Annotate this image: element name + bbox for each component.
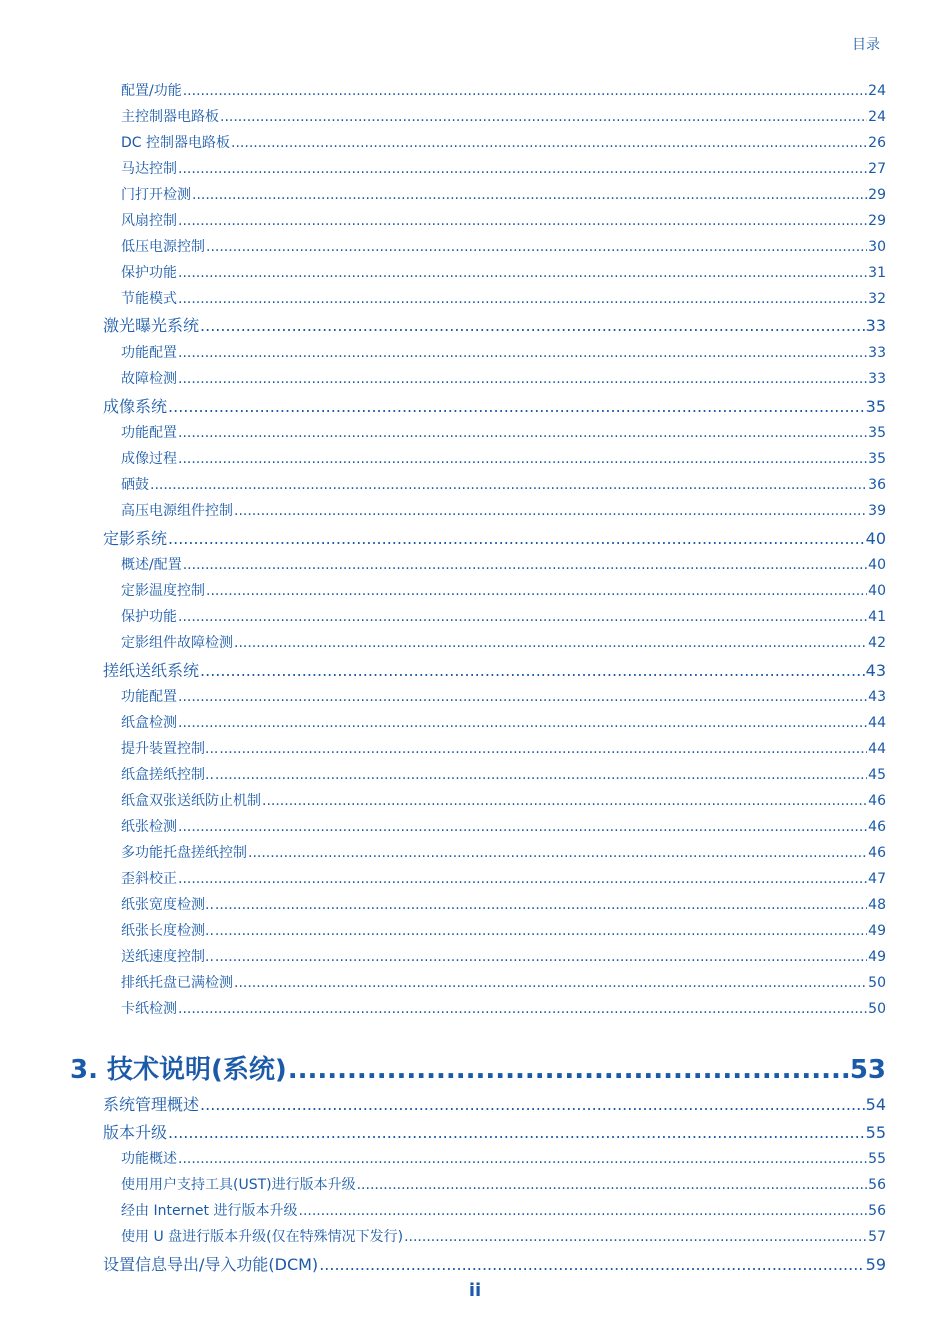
- toc-entry[interactable]: [121, 998, 886, 1018]
- toc-entry[interactable]: [121, 1200, 886, 1220]
- toc-leader-dots: [215, 923, 867, 939]
- toc-entry-page: 35: [865, 397, 886, 416]
- toc-entry-title: 门打开检测: [121, 187, 191, 203]
- toc-leader-dots: [215, 949, 867, 965]
- toc-leader-dots: [234, 635, 867, 651]
- toc-entry-page: 24: [868, 109, 886, 125]
- toc-entry-page: 39: [868, 503, 886, 519]
- toc-entry[interactable]: [121, 1148, 886, 1168]
- toc-leader-dots: [299, 1203, 868, 1219]
- toc-leader-dots: [183, 83, 867, 99]
- toc-entry-page: 33: [868, 371, 886, 387]
- toc-leader-dots: [183, 557, 867, 573]
- toc-entry-title: 激光曝光系统: [103, 316, 200, 335]
- toc-entry-page: 24: [868, 83, 886, 99]
- toc-entry-page: 49: [868, 949, 886, 965]
- toc-entry[interactable]: [121, 632, 886, 652]
- toc-leader-dots: [200, 1095, 865, 1114]
- toc-entry[interactable]: [103, 526, 886, 549]
- toc-entry-title: 定影系统: [103, 529, 168, 548]
- toc-leader-dots: [178, 425, 867, 441]
- toc-entry-page: 49: [868, 923, 886, 939]
- toc-leader-dots: [248, 845, 867, 861]
- toc-entry[interactable]: [121, 132, 886, 152]
- toc-entry[interactable]: [121, 184, 886, 204]
- toc-entry[interactable]: [121, 1174, 886, 1194]
- toc-entry-title: 经由 Internet 进行版本升级: [121, 1203, 298, 1219]
- toc-entry[interactable]: [121, 606, 886, 626]
- toc-entry-title: 歪斜校正: [121, 871, 177, 887]
- toc-entry[interactable]: [121, 368, 886, 388]
- toc-entry-page: 43: [868, 689, 886, 705]
- toc-entry[interactable]: [103, 1092, 886, 1115]
- toc-entry-title: 概述/配置: [121, 557, 182, 573]
- toc-leader-dots: [200, 316, 865, 335]
- toc-leader-dots: [178, 345, 867, 361]
- toc-entry[interactable]: [70, 1049, 886, 1086]
- toc-leader-dots: [178, 291, 867, 307]
- toc-entry-title: 保护功能: [121, 609, 177, 625]
- toc-leader-dots: [215, 897, 867, 913]
- toc-entry-title: 成像过程: [121, 451, 177, 467]
- toc-entry[interactable]: [121, 342, 886, 362]
- toc-entry-page: 55: [868, 1151, 886, 1167]
- toc-entry[interactable]: [121, 920, 886, 940]
- toc-leader-dots: [178, 451, 867, 467]
- toc-entry[interactable]: [121, 158, 886, 178]
- toc-leader-dots: [231, 135, 867, 151]
- toc-entry-page: 47: [868, 871, 886, 887]
- toc-entry[interactable]: [121, 500, 886, 520]
- toc-entry-page: 44: [868, 715, 886, 731]
- toc-entry-page: 35: [868, 425, 886, 441]
- toc-entry-page: 54: [865, 1095, 886, 1114]
- toc-entry[interactable]: [121, 210, 886, 230]
- toc-entry-title: 使用 U 盘进行版本升级(仅在特殊情况下发行): [121, 1229, 404, 1245]
- toc-entry-title: 节能模式: [121, 291, 177, 307]
- toc-entry[interactable]: [121, 790, 886, 810]
- toc-entry-page: 56: [868, 1177, 886, 1193]
- toc-entry[interactable]: [121, 1226, 886, 1246]
- toc-entry-page: 29: [868, 213, 886, 229]
- toc-entry[interactable]: [121, 946, 886, 966]
- toc-entry-page: 43: [865, 661, 886, 680]
- toc-leader-dots: [262, 793, 867, 809]
- toc-entry[interactable]: [121, 554, 886, 574]
- toc-entry[interactable]: [121, 738, 886, 758]
- toc-entry-title: 系统管理概述: [103, 1095, 200, 1114]
- toc-leader-dots: [288, 1055, 849, 1085]
- toc-entry-title: 功能配置: [121, 345, 177, 361]
- toc-entry-title: 高压电源组件控制: [121, 503, 233, 519]
- toc-entry[interactable]: [121, 894, 886, 914]
- toc-entry-title: 卡纸检测: [121, 1001, 177, 1017]
- toc-entry[interactable]: [121, 236, 886, 256]
- toc-entry-page: 50: [868, 1001, 886, 1017]
- toc-entry-title: 保护功能: [121, 265, 177, 281]
- toc-entry-page: 55: [865, 1123, 886, 1142]
- toc-entry[interactable]: [121, 764, 886, 784]
- toc-leader-dots: [192, 187, 867, 203]
- toc-entry[interactable]: [121, 288, 886, 308]
- toc-leader-dots: [178, 161, 867, 177]
- page-number: ii: [468, 1280, 482, 1301]
- toc-entry[interactable]: [121, 816, 886, 836]
- toc-entry[interactable]: [121, 474, 886, 494]
- toc-entry-page: 53: [849, 1055, 886, 1085]
- toc-entry-title: 多功能托盘搓纸控制: [121, 845, 247, 861]
- toc-leader-dots: [178, 1151, 867, 1167]
- toc-entry-title: 送纸速度控制..: [121, 949, 214, 965]
- toc-entry-page: 40: [868, 557, 886, 573]
- toc-leader-dots: [219, 741, 867, 757]
- toc-leader-dots: [178, 715, 867, 731]
- toc-leader-dots: [150, 477, 867, 493]
- toc-entry[interactable]: [121, 422, 886, 442]
- toc-entry[interactable]: [103, 313, 886, 336]
- toc-entry-title: 搓纸送纸系统: [103, 661, 200, 680]
- toc-leader-dots: [200, 661, 865, 680]
- toc-entry-title: 成像系统: [103, 397, 168, 416]
- toc-entry-page: 56: [868, 1203, 886, 1219]
- toc-leader-dots: [178, 871, 867, 887]
- toc-entry-page: 46: [868, 793, 886, 809]
- toc-entry-page: 32: [868, 291, 886, 307]
- toc-entry-title: 纸张宽度检测..: [121, 897, 214, 913]
- toc-entry-title: 纸张长度检测..: [121, 923, 214, 939]
- toc-entry-page: 30: [868, 239, 886, 255]
- toc-entry-title: 功能配置: [121, 425, 177, 441]
- toc-entry-title: 纸张检测: [121, 819, 177, 835]
- toc-entry-page: 46: [868, 819, 886, 835]
- toc-entry-page: 31: [868, 265, 886, 281]
- toc-entry-page: 35: [868, 451, 886, 467]
- toc-entry-title: 纸盒搓纸控制..: [121, 767, 214, 783]
- toc-entry-page: 33: [865, 316, 886, 335]
- toc-entry-title: DC 控制器电路板: [121, 135, 231, 151]
- toc-entry-title: 纸盒检测: [121, 715, 177, 731]
- toc-entry-page: 46: [868, 845, 886, 861]
- toc-leader-dots: [168, 529, 865, 548]
- toc-entry-page: 33: [868, 345, 886, 361]
- toc-entry-page: 41: [868, 609, 886, 625]
- toc-leader-dots: [178, 213, 867, 229]
- toc-entry-title: 使用用户支持工具(UST)进行版本升级: [121, 1177, 356, 1193]
- toc-entry-title: 设置信息导出/导入功能(DCM): [103, 1255, 319, 1274]
- toc-entry[interactable]: [103, 658, 886, 681]
- toc-entry-title: 风扇控制: [121, 213, 177, 229]
- toc-entry-title: 版本升级: [103, 1123, 168, 1142]
- toc-leader-dots: [319, 1255, 864, 1274]
- toc-leader-dots: [206, 239, 867, 255]
- toc-entry-page: 45: [868, 767, 886, 783]
- toc-entry-title: 定影组件故障检测: [121, 635, 233, 651]
- toc-entry-page: 40: [868, 583, 886, 599]
- toc-entry[interactable]: [121, 580, 886, 600]
- toc-entry-page: 48: [868, 897, 886, 913]
- toc-leader-dots: [206, 583, 867, 599]
- running-header-title: 目录: [852, 37, 880, 53]
- toc-entry-title: 排纸托盘已满检测: [121, 975, 233, 991]
- toc-entry-page: 29: [868, 187, 886, 203]
- toc-entry-page: 50: [868, 975, 886, 991]
- toc-leader-dots: [178, 371, 867, 387]
- toc-entry-page: 57: [868, 1229, 886, 1245]
- toc-entry-title: 低压电源控制: [121, 239, 205, 255]
- toc-entry-title: 功能配置: [121, 689, 177, 705]
- toc-entry[interactable]: [121, 106, 886, 126]
- toc-entry-title: 配置/功能: [121, 83, 182, 99]
- toc-leader-dots: [178, 265, 867, 281]
- toc-leader-dots: [215, 767, 867, 783]
- toc-entry[interactable]: [103, 1252, 886, 1275]
- toc-entry-page: 40: [865, 529, 886, 548]
- toc-leader-dots: [178, 1001, 867, 1017]
- toc-entry-title: 主控制器电路板: [121, 109, 219, 125]
- toc-leader-dots: [178, 609, 867, 625]
- toc-leader-dots: [234, 503, 867, 519]
- toc-entry[interactable]: [121, 80, 886, 100]
- toc-leader-dots: [404, 1229, 867, 1245]
- toc-entry[interactable]: [103, 394, 886, 417]
- toc-entry[interactable]: [121, 842, 886, 862]
- toc-entry[interactable]: [121, 686, 886, 706]
- toc-entry-page: 59: [865, 1255, 886, 1274]
- toc-leader-dots: [168, 1123, 865, 1142]
- toc-entry[interactable]: [121, 448, 886, 468]
- toc-leader-dots: [234, 975, 867, 991]
- toc-entry-title: 定影温度控制: [121, 583, 205, 599]
- toc-entry-title: 纸盒双张送纸防止机制: [121, 793, 261, 809]
- toc-entry-title: 功能概述: [121, 1151, 177, 1167]
- toc-leader-dots: [178, 689, 867, 705]
- toc-entry[interactable]: [121, 868, 886, 888]
- toc-entry-title: 硒鼓: [121, 477, 149, 493]
- toc-entry[interactable]: [121, 972, 886, 992]
- toc-leader-dots: [220, 109, 867, 125]
- toc-entry-page: 42: [868, 635, 886, 651]
- toc-entry-page: 36: [868, 477, 886, 493]
- toc-entry-page: 44: [868, 741, 886, 757]
- toc-entry-page: 27: [868, 161, 886, 177]
- toc-leader-dots: [357, 1177, 868, 1193]
- toc-entry-title: 提升装置控制...: [121, 741, 219, 757]
- toc-entry-title: 3. 技术说明(系统): [70, 1055, 287, 1085]
- toc-leader-dots: [168, 397, 865, 416]
- toc-entry[interactable]: [121, 262, 886, 282]
- toc-entry[interactable]: [121, 712, 886, 732]
- toc-leader-dots: [178, 819, 867, 835]
- toc-entry-title: 故障检测: [121, 371, 177, 387]
- toc-entry-title: 马达控制: [121, 161, 177, 177]
- toc-entry[interactable]: [103, 1120, 886, 1143]
- toc-entry-page: 26: [868, 135, 886, 151]
